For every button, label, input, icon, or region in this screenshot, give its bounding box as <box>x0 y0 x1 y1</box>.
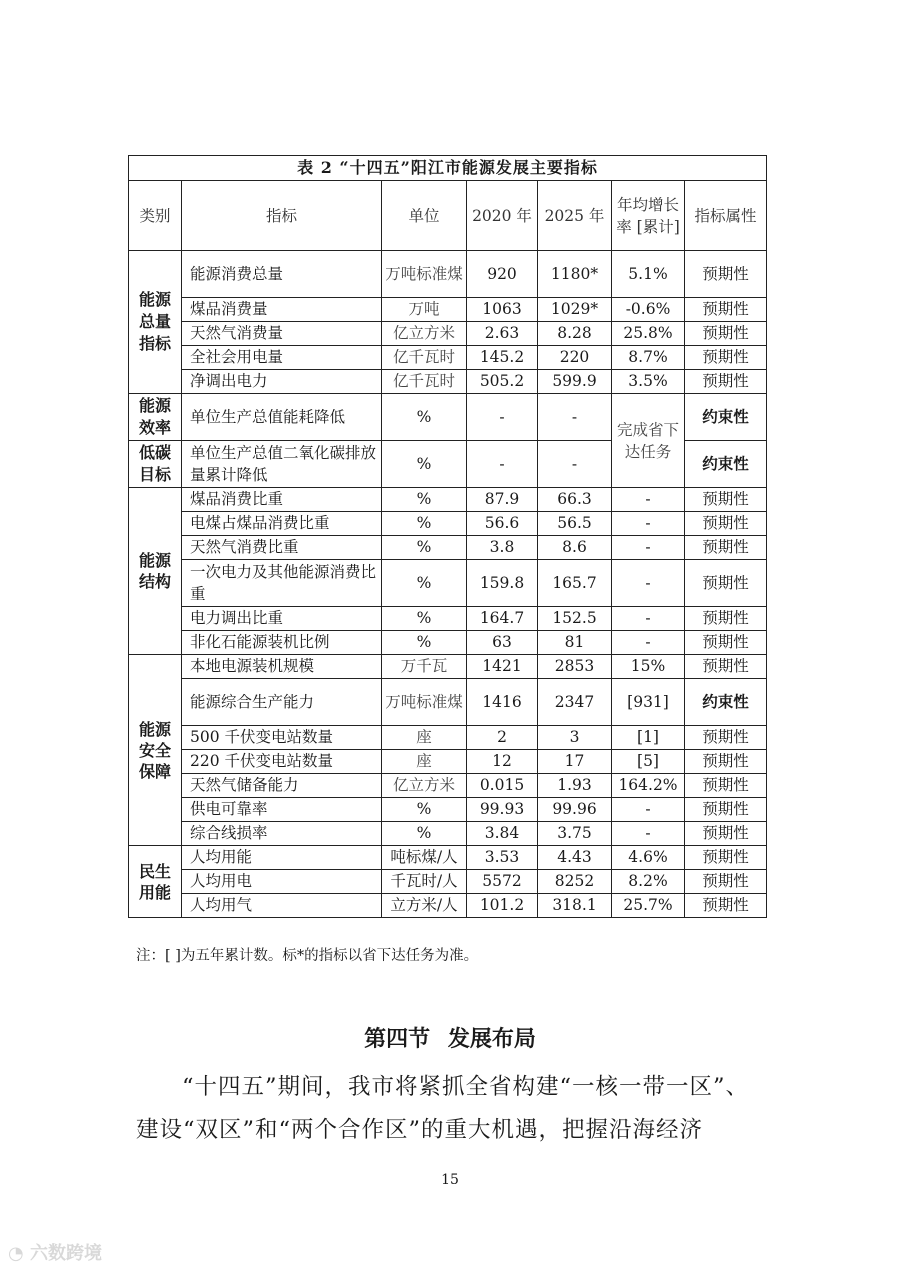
unit-cell: % <box>382 631 467 655</box>
unit-cell: % <box>382 394 467 441</box>
unit-cell: 亿千瓦时 <box>382 346 467 370</box>
value-2020-cell: 145.2 <box>467 346 538 370</box>
table-row <box>129 298 767 322</box>
value-2025-cell: 220 <box>538 346 612 370</box>
attribute-cell: 预期性 <box>685 251 767 298</box>
table-row <box>129 346 767 370</box>
growth-cell: 4.6% <box>612 846 685 870</box>
value-2020-cell: 3.84 <box>467 822 538 846</box>
indicator-cell: 220 千伏变电站数量 <box>182 750 382 774</box>
unit-cell: % <box>382 488 467 512</box>
table-row <box>129 488 767 512</box>
growth-cell: - <box>612 536 685 560</box>
paragraph-line: 建设“双区”和“两个合作区”的重大机遇，把握沿海经济 <box>136 1117 704 1143</box>
growth-cell: - <box>612 822 685 846</box>
value-2020-cell: 12 <box>467 750 538 774</box>
table-row <box>129 631 767 655</box>
category-cell: 能源总量指标 <box>129 251 182 394</box>
growth-cell: -0.6% <box>612 298 685 322</box>
value-2025-cell: 17 <box>538 750 612 774</box>
indicator-cell: 人均用电 <box>182 870 382 894</box>
indicator-cell: 全社会用电量 <box>182 346 382 370</box>
indicator-cell: 非化石能源装机比例 <box>182 631 382 655</box>
growth-cell: - <box>612 560 685 607</box>
table-row <box>129 370 767 394</box>
indicator-cell: 能源综合生产能力 <box>182 679 382 726</box>
section-title: 第四节 发展布局 <box>364 1026 536 1052</box>
attribute-cell: 预期性 <box>685 846 767 870</box>
indicator-cell: 净调出电力 <box>182 370 382 394</box>
indicator-cell: 电力调出比重 <box>182 607 382 631</box>
value-2025-cell: 1.93 <box>538 774 612 798</box>
header-unit: 单位 <box>382 181 467 251</box>
table-row <box>129 750 767 774</box>
value-2020-cell: 87.9 <box>467 488 538 512</box>
value-2025-cell: 2853 <box>538 655 612 679</box>
value-2025-cell: 318.1 <box>538 894 612 918</box>
growth-cell: 15% <box>612 655 685 679</box>
growth-cell: 25.7% <box>612 894 685 918</box>
value-2025-cell: 56.5 <box>538 512 612 536</box>
unit-cell: 亿立方米 <box>382 322 467 346</box>
growth-cell: 3.5% <box>612 370 685 394</box>
category-cell: 能源效率 <box>129 394 182 441</box>
indicator-cell: 单位生产总值二氧化碳排放量累计降低 <box>182 441 382 488</box>
unit-cell: % <box>382 607 467 631</box>
value-2025-cell: 152.5 <box>538 607 612 631</box>
unit-cell: 座 <box>382 750 467 774</box>
value-2020-cell: 99.93 <box>467 798 538 822</box>
growth-cell: 完成省下达任务 <box>612 394 685 488</box>
indicator-cell: 供电可靠率 <box>182 798 382 822</box>
growth-cell: - <box>612 607 685 631</box>
value-2020-cell: 3.53 <box>467 846 538 870</box>
header-category: 类别 <box>129 181 182 251</box>
indicator-cell: 煤品消费比重 <box>182 488 382 512</box>
attribute-cell: 预期性 <box>685 560 767 607</box>
unit-cell: 万吨 <box>382 298 467 322</box>
attribute-cell: 预期性 <box>685 322 767 346</box>
value-2025-cell: - <box>538 394 612 441</box>
watermark-text: 六数跨境 <box>30 1243 102 1264</box>
indicator-cell: 人均用能 <box>182 846 382 870</box>
value-2020-cell: 920 <box>467 251 538 298</box>
value-2025-cell: 8.28 <box>538 322 612 346</box>
growth-cell: 25.8% <box>612 322 685 346</box>
value-2025-cell: 599.9 <box>538 370 612 394</box>
value-2020-cell: 101.2 <box>467 894 538 918</box>
growth-cell: 8.2% <box>612 870 685 894</box>
watermark-icon: ◔ <box>8 1243 24 1264</box>
value-2020-cell: 2 <box>467 726 538 750</box>
value-2025-cell: 66.3 <box>538 488 612 512</box>
table-row <box>129 536 767 560</box>
attribute-cell: 预期性 <box>685 750 767 774</box>
table-row <box>129 894 767 918</box>
value-2025-cell: 1180* <box>538 251 612 298</box>
indicator-cell: 煤品消费量 <box>182 298 382 322</box>
table-row <box>129 394 767 441</box>
table-row <box>129 251 767 298</box>
value-2025-cell: 165.7 <box>538 560 612 607</box>
table-row <box>129 726 767 750</box>
growth-cell: - <box>612 488 685 512</box>
unit-cell: 万吨标准煤 <box>382 251 467 298</box>
growth-cell: [5] <box>612 750 685 774</box>
attribute-cell: 预期性 <box>685 870 767 894</box>
watermark-logo <box>8 1239 102 1265</box>
indicator-cell: 本地电源装机规模 <box>182 655 382 679</box>
header-2020: 2020 年 <box>467 181 538 251</box>
value-2020-cell: - <box>467 394 538 441</box>
header-attribute: 指标属性 <box>685 181 767 251</box>
attribute-cell: 约束性 <box>685 679 767 726</box>
attribute-cell: 预期性 <box>685 894 767 918</box>
value-2020-cell: 0.015 <box>467 774 538 798</box>
table-header-row <box>129 181 767 251</box>
value-2020-cell: 5572 <box>467 870 538 894</box>
indicator-cell: 天然气储备能力 <box>182 774 382 798</box>
value-2020-cell: 1421 <box>467 655 538 679</box>
category-cell: 低碳目标 <box>129 441 182 488</box>
table-row <box>129 512 767 536</box>
unit-cell: 立方米/人 <box>382 894 467 918</box>
value-2020-cell: 1416 <box>467 679 538 726</box>
indicator-cell: 一次电力及其他能源消费比重 <box>182 560 382 607</box>
value-2020-cell: 63 <box>467 631 538 655</box>
attribute-cell: 预期性 <box>685 346 767 370</box>
unit-cell: 万吨标准煤 <box>382 679 467 726</box>
value-2025-cell: 3.75 <box>538 822 612 846</box>
value-2020-cell: 2.63 <box>467 322 538 346</box>
table-row <box>129 560 767 607</box>
unit-cell: % <box>382 560 467 607</box>
value-2020-cell: - <box>467 441 538 488</box>
attribute-cell: 预期性 <box>685 370 767 394</box>
attribute-cell: 约束性 <box>685 394 767 441</box>
value-2020-cell: 164.7 <box>467 607 538 631</box>
value-2020-cell: 3.8 <box>467 536 538 560</box>
indicator-cell: 能源消费总量 <box>182 251 382 298</box>
indicator-cell: 人均用气 <box>182 894 382 918</box>
table-note: 注：[ ]为五年累计数。标*的指标以省下达任务为准。 <box>136 948 479 964</box>
unit-cell: 座 <box>382 726 467 750</box>
table-row <box>129 322 767 346</box>
table-row <box>129 774 767 798</box>
table-caption: 表 2 “十四五”阳江市能源发展主要指标 <box>129 156 767 181</box>
value-2025-cell: - <box>538 441 612 488</box>
header-indicator: 指标 <box>182 181 382 251</box>
attribute-cell: 预期性 <box>685 655 767 679</box>
unit-cell: % <box>382 512 467 536</box>
indicator-cell: 500 千伏变电站数量 <box>182 726 382 750</box>
table-row <box>129 798 767 822</box>
growth-cell: - <box>612 512 685 536</box>
page-number: 15 <box>441 1172 459 1188</box>
attribute-cell: 预期性 <box>685 726 767 750</box>
unit-cell: 千瓦时/人 <box>382 870 467 894</box>
category-cell: 能源安全保障 <box>129 655 182 846</box>
indicator-cell: 天然气消费比重 <box>182 536 382 560</box>
growth-cell: - <box>612 631 685 655</box>
value-2020-cell: 159.8 <box>467 560 538 607</box>
growth-cell: [931] <box>612 679 685 726</box>
value-2025-cell: 8252 <box>538 870 612 894</box>
attribute-cell: 预期性 <box>685 822 767 846</box>
indicator-cell: 综合线损率 <box>182 822 382 846</box>
attribute-cell: 预期性 <box>685 536 767 560</box>
value-2020-cell: 1063 <box>467 298 538 322</box>
table-row <box>129 607 767 631</box>
attribute-cell: 预期性 <box>685 298 767 322</box>
value-2020-cell: 56.6 <box>467 512 538 536</box>
growth-cell: 164.2% <box>612 774 685 798</box>
unit-cell: 亿立方米 <box>382 774 467 798</box>
attribute-cell: 预期性 <box>685 488 767 512</box>
attribute-cell: 预期性 <box>685 607 767 631</box>
header-growth: 年均增长率 [累计] <box>612 181 685 251</box>
value-2025-cell: 81 <box>538 631 612 655</box>
value-2025-cell: 1029* <box>538 298 612 322</box>
growth-cell: [1] <box>612 726 685 750</box>
growth-cell: 8.7% <box>612 346 685 370</box>
unit-cell: % <box>382 441 467 488</box>
attribute-cell: 预期性 <box>685 512 767 536</box>
attribute-cell: 预期性 <box>685 631 767 655</box>
table-row <box>129 655 767 679</box>
header-2025: 2025 年 <box>538 181 612 251</box>
attribute-cell: 预期性 <box>685 798 767 822</box>
indicator-table <box>128 155 767 918</box>
indicator-cell: 天然气消费量 <box>182 322 382 346</box>
value-2025-cell: 2347 <box>538 679 612 726</box>
indicator-cell: 单位生产总值能耗降低 <box>182 394 382 441</box>
table-row <box>129 870 767 894</box>
table-row <box>129 846 767 870</box>
indicator-cell: 电煤占煤品消费比重 <box>182 512 382 536</box>
attribute-cell: 约束性 <box>685 441 767 488</box>
unit-cell: % <box>382 798 467 822</box>
value-2025-cell: 99.96 <box>538 798 612 822</box>
growth-cell: - <box>612 798 685 822</box>
table-row <box>129 679 767 726</box>
unit-cell: % <box>382 536 467 560</box>
value-2025-cell: 3 <box>538 726 612 750</box>
table-row <box>129 822 767 846</box>
unit-cell: 吨标煤/人 <box>382 846 467 870</box>
unit-cell: 万千瓦 <box>382 655 467 679</box>
value-2025-cell: 8.6 <box>538 536 612 560</box>
category-cell: 能源结构 <box>129 488 182 655</box>
value-2025-cell: 4.43 <box>538 846 612 870</box>
value-2020-cell: 505.2 <box>467 370 538 394</box>
attribute-cell: 预期性 <box>685 774 767 798</box>
unit-cell: 亿千瓦时 <box>382 370 467 394</box>
unit-cell: % <box>382 822 467 846</box>
paragraph-line: “十四五”期间，我市将紧抓全省构建“一核一带一区”、 <box>182 1074 750 1100</box>
category-cell: 民生用能 <box>129 846 182 918</box>
growth-cell: 5.1% <box>612 251 685 298</box>
